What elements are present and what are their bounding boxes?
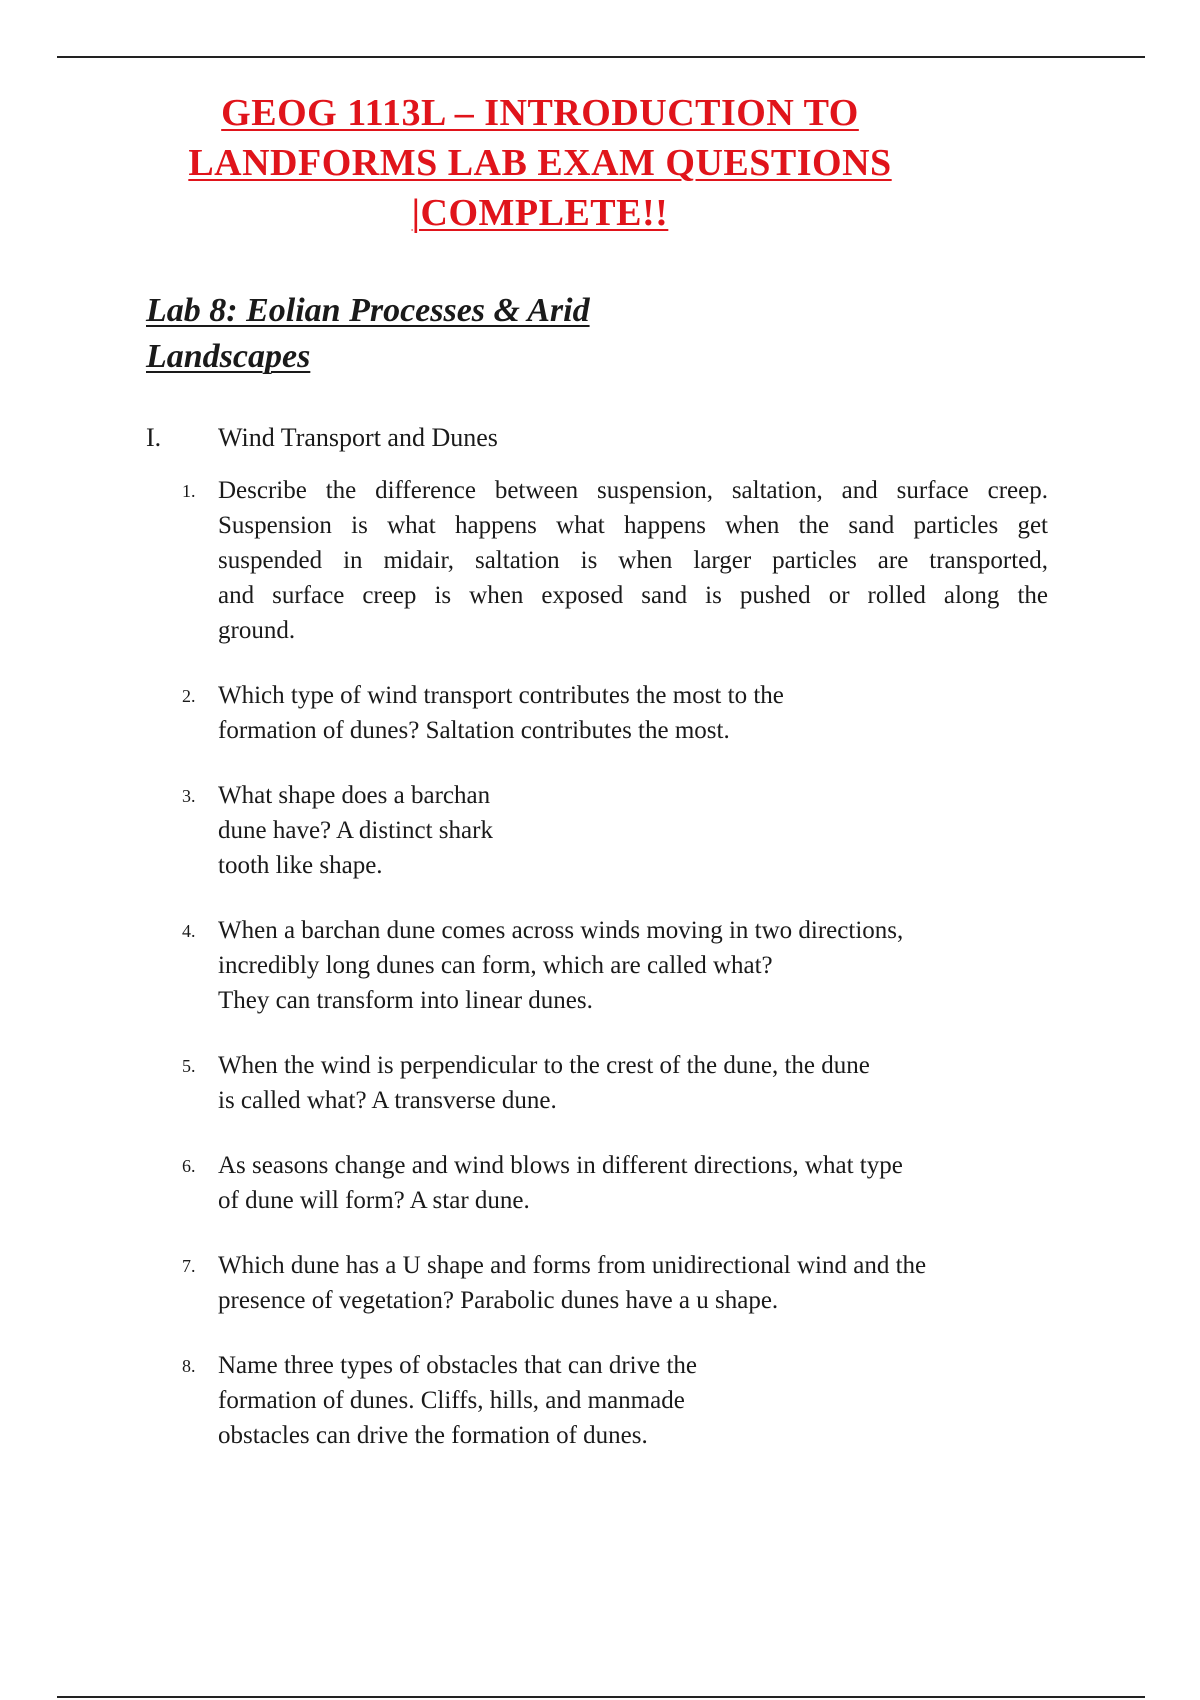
title-line-3: |COMPLETE!! [411,192,669,234]
question-number: 3. [182,786,196,806]
question-item [146,1148,1146,1218]
question-item [146,473,1146,648]
question-item [146,1248,1146,1318]
title-line-2: LANDFORMS LAB EXAM QUESTIONS [188,142,892,184]
question-text-line: Name three types of obstacles that can drive the [218,1352,697,1379]
question-text-line: As seasons change and wind blows in different directions, what type [218,1152,903,1179]
lab-heading-line-1: Lab 8: Eolian Processes & Arid [146,292,590,329]
question-text-line: is called what? A transverse dune. [218,1087,557,1114]
question-text-line: incredibly long dunes can form, which are called what? [218,952,773,979]
question-text-line: suspended in midair, saltation is when larger particles are transported, [218,547,1048,574]
question-number: 2. [182,686,196,706]
question-text-line: Which type of wind transport contributes the most to the [218,682,784,709]
question-text-line: Which dune has a U shape and forms from unidirectional wind and the [218,1252,927,1279]
top-rule [57,56,1145,58]
question-text-line: formation of dunes. Cliffs, hills, and manmade [218,1387,685,1414]
section-title: Wind Transport and Dunes [218,423,498,452]
question-number: 6. [182,1156,196,1176]
question-item [146,678,1146,748]
bottom-rule [57,1696,1145,1698]
question-text-line: tooth like shape. [218,852,383,879]
question-number: 8. [182,1356,196,1376]
question-text-line: Suspension is what happens what happens when the sand particles get [218,512,1048,539]
question-text-line: formation of dunes? Saltation contributes the most. [218,717,730,744]
question-number: 4. [182,921,196,941]
question-item [146,1048,1146,1118]
document-title [140,88,940,238]
question-text-line: presence of vegetation? Parabolic dunes have a u shape. [218,1287,779,1314]
question-number: 5. [182,1056,196,1076]
lab-heading-line-2: Landscapes [146,338,311,375]
question-item [146,1348,1146,1453]
question-text-line: They can transform into linear dunes. [218,987,593,1014]
question-text-line: When the wind is perpendicular to the crest of the dune, the dune [218,1052,870,1079]
title-line-1: GEOG 1113L – INTRODUCTION TO [221,92,859,134]
question-text-line: and surface creep is when exposed sand is pushed or rolled along the [218,582,1048,609]
question-number: 1. [182,481,196,501]
question-item [146,778,1146,883]
question-text-line: What shape does a barchan [218,782,491,809]
question-text-line: of dune will form? A star dune. [218,1187,530,1214]
question-item [146,913,1146,1018]
question-list [146,473,1146,1453]
question-text-line: dune have? A distinct shark [218,817,493,844]
lab-heading [146,288,846,380]
section-heading [146,420,498,456]
section-number: I. [146,423,162,452]
question-text-line: ground. [218,617,296,644]
question-number: 7. [182,1256,196,1276]
question-text-line: obstacles can drive the formation of dunes. [218,1422,648,1449]
question-text-line: Describe the difference between suspension, saltation, and surface creep. [218,477,1048,504]
question-text-line: When a barchan dune comes across winds moving in two directions, [218,917,904,944]
